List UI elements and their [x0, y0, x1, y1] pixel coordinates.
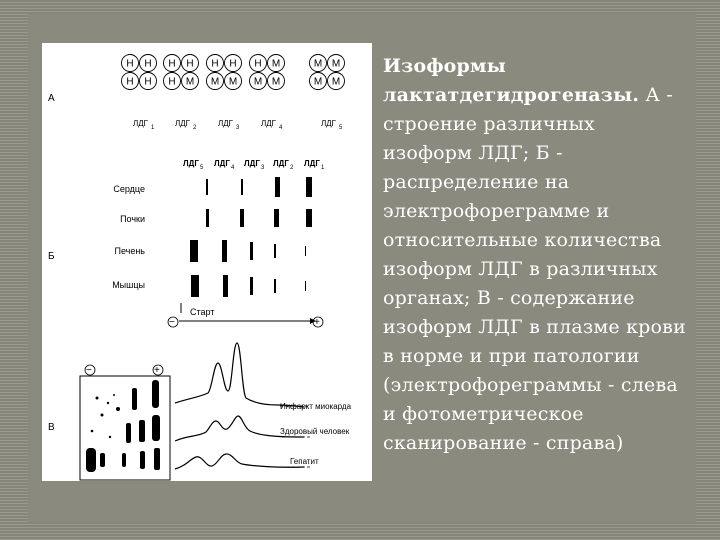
caption-title: Изоформы лактатдегидрогеназы. [383, 55, 640, 106]
band [306, 177, 312, 197]
band [206, 179, 208, 195]
band [274, 244, 276, 258]
band [206, 209, 209, 227]
label-infarct: Инфаркт миокарда [280, 402, 352, 411]
band [274, 209, 279, 227]
band [305, 281, 306, 291]
isoform-label: ЛДГ [321, 119, 336, 128]
subunit-letter: Н [168, 58, 176, 70]
isoform-label-sub: 1 [151, 125, 155, 131]
section-label-a: А [48, 93, 55, 104]
gel-speck [91, 430, 94, 433]
band [275, 177, 280, 197]
band [191, 275, 199, 297]
gel-speck [107, 402, 109, 404]
subunit-letter: Н [254, 58, 262, 70]
curve-infarct [175, 343, 304, 407]
organ-kidney: Почки [120, 214, 145, 224]
organ-muscle: Мышцы [112, 280, 145, 290]
gel-speck [113, 394, 115, 396]
electrophoresis-bands [190, 177, 312, 297]
band [274, 279, 276, 293]
lane-header: ЛДГ [214, 159, 230, 168]
ldh-isoform-figure [42, 43, 372, 481]
lane-header-sub: 3 [261, 165, 265, 171]
plus-sign-b: + [314, 317, 320, 328]
subunit-letter: М [271, 76, 281, 88]
gel-spot [122, 453, 126, 467]
subunit-letter: М [331, 76, 341, 88]
lane-header-sub: 2 [290, 165, 294, 171]
gel-speck [101, 414, 104, 417]
isoform-label-sub: 3 [236, 125, 240, 131]
band [250, 277, 253, 295]
isoform-label-sub: 5 [339, 125, 343, 131]
subunit-letter: М [313, 76, 323, 88]
subunit-letter: Н [144, 76, 152, 88]
isoform-label-sub: 4 [279, 125, 283, 131]
gel-spot [100, 453, 105, 467]
gel-spot [152, 380, 159, 408]
label-healthy: Здоровый человек [280, 427, 350, 436]
subunit-letter: Н [144, 58, 152, 70]
subunit-letter: М [185, 76, 195, 88]
gel-speck [96, 397, 99, 400]
band [250, 242, 253, 260]
lane-header-sub: 1 [321, 165, 325, 171]
lane-header: ЛДГ [183, 159, 199, 168]
lane-header-sub: 4 [231, 165, 235, 171]
isoform-label: ЛДГ [133, 119, 148, 128]
band [190, 240, 198, 262]
subunit-letter: Н [229, 58, 237, 70]
organ-heart: Сердце [113, 184, 145, 194]
gel-spot [154, 448, 160, 470]
minus-sign-b: − [169, 317, 175, 328]
caption-body: А - строение различных изоформ ЛДГ; Б - распределение на электрофореграмме и относительные количества изоформ ЛДГ в различных органах; В - содержание изоформ ЛДГ в плазме крови в норме и при патологии (электрофореграммы - слева и фотометрическое сканирование - справа) [383, 84, 686, 454]
lane-header: ЛДГ [273, 159, 289, 168]
figure-svg [42, 43, 372, 481]
lane-headers [183, 159, 325, 171]
plus-sign-c: + [154, 365, 160, 376]
label-hepatitis: Гепатит [290, 457, 319, 466]
gel-spot [126, 423, 131, 443]
gel-spot [132, 388, 137, 410]
lane-header: ЛДГ [304, 159, 320, 168]
isoform-label: ЛДГ [261, 119, 276, 128]
band [223, 275, 228, 297]
isoform-labels [133, 119, 343, 131]
subunit-letter: Н [168, 76, 176, 88]
minus-sign-c: − [86, 365, 92, 376]
band [306, 209, 312, 227]
band [305, 246, 306, 256]
gel-spot [140, 451, 145, 469]
subunit-letter: М [331, 58, 341, 70]
subunit-letter: М [253, 76, 263, 88]
start-label: Старт [190, 307, 215, 317]
band [222, 240, 227, 262]
lane-header: ЛДГ [244, 159, 260, 168]
section-label-c: В [48, 422, 55, 433]
organ-liver: Печень [114, 246, 145, 256]
band [241, 179, 243, 195]
subunit-letter: М [228, 76, 238, 88]
subunit-letter: Н [186, 58, 194, 70]
gel-speck [116, 407, 120, 411]
subunit-letter: М [210, 76, 220, 88]
subunit-letter: М [313, 58, 323, 70]
gel-speck [109, 436, 111, 438]
section-label-b: Б [48, 251, 55, 262]
gel-spot [139, 420, 145, 442]
gel-spot [152, 415, 160, 441]
slide-caption [383, 52, 688, 458]
isoform-label: ЛДГ [218, 119, 233, 128]
band [240, 209, 244, 227]
subunit-letter: Н [126, 76, 134, 88]
subunit-letter: Н [211, 58, 219, 70]
subunit-letter: Н [126, 58, 134, 70]
isoform-label-sub: 2 [193, 125, 197, 131]
gel-spot [86, 448, 96, 472]
lane-header-sub: 5 [200, 165, 204, 171]
subunit-letter: М [271, 58, 281, 70]
isoform-label: ЛДГ [175, 119, 190, 128]
subunit-circles [122, 55, 345, 90]
